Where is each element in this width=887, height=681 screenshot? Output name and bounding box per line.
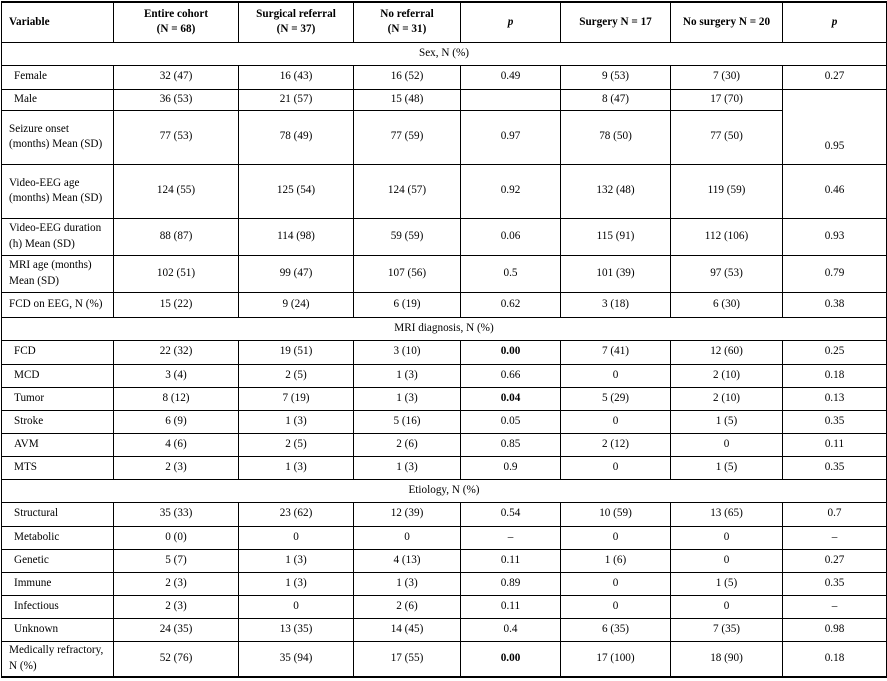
table-row bbox=[2, 65, 887, 89]
cell-value: 8 (12) bbox=[114, 387, 239, 410]
cell-value: 1 (3) bbox=[239, 456, 354, 479]
cell-value: 0.97 bbox=[461, 110, 561, 164]
cell-value: 0.11 bbox=[783, 433, 887, 456]
cell-value: 0.98 bbox=[783, 618, 887, 641]
cell-value: 119 (59) bbox=[671, 164, 783, 218]
row-label: Female bbox=[2, 65, 114, 89]
header-variable: Variable bbox=[2, 2, 114, 42]
cell-value: 0.04 bbox=[461, 387, 561, 410]
table-row bbox=[2, 89, 887, 110]
cell-value: 0.89 bbox=[461, 572, 561, 595]
cell-value: 2 (5) bbox=[239, 364, 354, 387]
cell-value: 22 (32) bbox=[114, 340, 239, 364]
cell-value: 6 (19) bbox=[354, 292, 461, 317]
row-label: Male bbox=[2, 89, 114, 110]
cell-value: 77 (53) bbox=[114, 110, 239, 164]
cell-value: 101 (39) bbox=[561, 255, 671, 292]
cell-value: 23 (62) bbox=[239, 502, 354, 526]
table-row bbox=[2, 387, 887, 410]
row-label: Genetic bbox=[2, 549, 114, 572]
cell-value: 5 (16) bbox=[354, 410, 461, 433]
cell-value: – bbox=[783, 595, 887, 618]
table-row bbox=[2, 340, 887, 364]
cell-value: 4 (13) bbox=[354, 549, 461, 572]
cell-value: 9 (24) bbox=[239, 292, 354, 317]
cell-value: 112 (106) bbox=[671, 218, 783, 255]
cell-value: 0.06 bbox=[461, 218, 561, 255]
section-row-etiology bbox=[2, 479, 887, 502]
row-label: Seizure onset (months) Mean (SD) bbox=[2, 110, 114, 164]
cell-value: 0 bbox=[561, 410, 671, 433]
cell-value: 0 bbox=[561, 572, 671, 595]
cell-value: 4 (6) bbox=[114, 433, 239, 456]
row-label: Unknown bbox=[2, 618, 114, 641]
cell-value: 0.95 bbox=[783, 89, 887, 164]
cell-value: 7 (35) bbox=[671, 618, 783, 641]
cell-value: 9 (53) bbox=[561, 65, 671, 89]
cell-value: 0 bbox=[239, 595, 354, 618]
table-row bbox=[2, 641, 887, 677]
cell-value: 3 (4) bbox=[114, 364, 239, 387]
cell-value: 7 (30) bbox=[671, 65, 783, 89]
cell-value: 0.9 bbox=[461, 456, 561, 479]
table-row bbox=[2, 572, 887, 595]
table-row bbox=[2, 292, 887, 317]
cell-value: 88 (87) bbox=[114, 218, 239, 255]
cell-value: 1 (3) bbox=[354, 387, 461, 410]
cell-value: 77 (59) bbox=[354, 110, 461, 164]
cell-value: 102 (51) bbox=[114, 255, 239, 292]
cell-value: 115 (91) bbox=[561, 218, 671, 255]
cell-value: 125 (54) bbox=[239, 164, 354, 218]
header-surgical-referral: Surgical referral (N = 37) bbox=[239, 2, 354, 42]
cell-value: 0.4 bbox=[461, 618, 561, 641]
cell-value: 0.05 bbox=[461, 410, 561, 433]
cell-value: 0.5 bbox=[461, 255, 561, 292]
header-entire-cohort: Entire cohort (N = 68) bbox=[114, 2, 239, 42]
header-p: p bbox=[461, 2, 561, 42]
row-label: Stroke bbox=[2, 410, 114, 433]
table-row bbox=[2, 110, 887, 164]
cell-value: 5 (7) bbox=[114, 549, 239, 572]
table-row bbox=[2, 549, 887, 572]
cell-value: 97 (53) bbox=[671, 255, 783, 292]
cell-value: 0.27 bbox=[783, 549, 887, 572]
cell-value: 59 (59) bbox=[354, 218, 461, 255]
cell-value: 3 (10) bbox=[354, 340, 461, 364]
table-row bbox=[2, 618, 887, 641]
cell-value: 1 (3) bbox=[239, 410, 354, 433]
cell-value: 0.27 bbox=[783, 65, 887, 89]
table-row bbox=[2, 410, 887, 433]
section-sex: Sex, N (%) bbox=[2, 42, 887, 65]
cell-value: 124 (57) bbox=[354, 164, 461, 218]
cell-value: 7 (41) bbox=[561, 340, 671, 364]
table-row bbox=[2, 456, 887, 479]
cell-value: – bbox=[783, 526, 887, 549]
cell-value: 0 bbox=[561, 526, 671, 549]
cell-value: 0.00 bbox=[461, 641, 561, 677]
cell-value: 24 (35) bbox=[114, 618, 239, 641]
cell-value: 0.46 bbox=[783, 164, 887, 218]
cell-value: 17 (55) bbox=[354, 641, 461, 677]
cell-value: 0.66 bbox=[461, 364, 561, 387]
header-row bbox=[2, 2, 887, 42]
cell-value: 0.49 bbox=[461, 65, 561, 89]
cell-value: 124 (55) bbox=[114, 164, 239, 218]
cell-value: 1 (3) bbox=[239, 549, 354, 572]
row-label: Infectious bbox=[2, 595, 114, 618]
cell-value: 0 bbox=[239, 526, 354, 549]
row-label: MTS bbox=[2, 456, 114, 479]
cell-value: 6 (35) bbox=[561, 618, 671, 641]
row-label: Immune bbox=[2, 572, 114, 595]
table-row bbox=[2, 502, 887, 526]
cell-value: 6 (9) bbox=[114, 410, 239, 433]
cell-value bbox=[461, 89, 561, 110]
cell-value: 0 bbox=[671, 549, 783, 572]
cell-value: 17 (70) bbox=[671, 89, 783, 110]
table-row bbox=[2, 164, 887, 218]
cell-value: 10 (59) bbox=[561, 502, 671, 526]
table-row bbox=[2, 255, 887, 292]
cell-value: 2 (10) bbox=[671, 364, 783, 387]
cell-value: 0 bbox=[671, 526, 783, 549]
section-etiology: Etiology, N (%) bbox=[2, 479, 887, 502]
cell-value: 52 (76) bbox=[114, 641, 239, 677]
cell-value: 132 (48) bbox=[561, 164, 671, 218]
cell-value: 21 (57) bbox=[239, 89, 354, 110]
cell-value: 7 (19) bbox=[239, 387, 354, 410]
header-no-referral: No referral (N = 31) bbox=[354, 2, 461, 42]
row-label: Tumor bbox=[2, 387, 114, 410]
row-label: Structural bbox=[2, 502, 114, 526]
cell-value: 2 (5) bbox=[239, 433, 354, 456]
cell-value: 12 (39) bbox=[354, 502, 461, 526]
cell-value: 0 (0) bbox=[114, 526, 239, 549]
cell-value: 1 (3) bbox=[354, 456, 461, 479]
cell-value: 2 (3) bbox=[114, 572, 239, 595]
cell-value: 0.92 bbox=[461, 164, 561, 218]
table-row bbox=[2, 433, 887, 456]
cell-value: 16 (43) bbox=[239, 65, 354, 89]
cell-value: 2 (6) bbox=[354, 595, 461, 618]
cell-value: 0 bbox=[354, 526, 461, 549]
cell-value: 17 (100) bbox=[561, 641, 671, 677]
cell-value: 1 (5) bbox=[671, 572, 783, 595]
cell-value: 1 (3) bbox=[354, 572, 461, 595]
cell-value: 2 (12) bbox=[561, 433, 671, 456]
cell-value: 0.11 bbox=[461, 549, 561, 572]
cell-value: 0 bbox=[561, 595, 671, 618]
table-row bbox=[2, 526, 887, 549]
cell-value: 0 bbox=[671, 433, 783, 456]
cell-value: 0.00 bbox=[461, 340, 561, 364]
cell-value: 0.35 bbox=[783, 572, 887, 595]
cell-value: 114 (98) bbox=[239, 218, 354, 255]
cell-value: – bbox=[461, 526, 561, 549]
row-label: AVM bbox=[2, 433, 114, 456]
results-table bbox=[1, 1, 887, 678]
table-row bbox=[2, 595, 887, 618]
cell-value: 1 (3) bbox=[239, 572, 354, 595]
header-no-surgery: No surgery N = 20 bbox=[671, 2, 783, 42]
cell-value: 1 (5) bbox=[671, 456, 783, 479]
table-row bbox=[2, 364, 887, 387]
row-label: Medically refractory, N (%) bbox=[2, 641, 114, 677]
row-label: FCD on EEG, N (%) bbox=[2, 292, 114, 317]
cell-value: 0.54 bbox=[461, 502, 561, 526]
cell-value: 0.35 bbox=[783, 410, 887, 433]
cell-value: 0.13 bbox=[783, 387, 887, 410]
cell-value: 32 (47) bbox=[114, 65, 239, 89]
cell-value: 78 (50) bbox=[561, 110, 671, 164]
cell-value: 13 (35) bbox=[239, 618, 354, 641]
cell-value: 0.18 bbox=[783, 641, 887, 677]
cell-value: 5 (29) bbox=[561, 387, 671, 410]
cell-value: 0.7 bbox=[783, 502, 887, 526]
cell-value: 78 (49) bbox=[239, 110, 354, 164]
cell-value: 2 (3) bbox=[114, 456, 239, 479]
cell-value: 8 (47) bbox=[561, 89, 671, 110]
cell-value: 0.38 bbox=[783, 292, 887, 317]
cell-value: 99 (47) bbox=[239, 255, 354, 292]
cell-value: 1 (5) bbox=[671, 410, 783, 433]
cell-value: 0.35 bbox=[783, 456, 887, 479]
cell-value: 14 (45) bbox=[354, 618, 461, 641]
cell-value: 15 (48) bbox=[354, 89, 461, 110]
cell-value: 0.85 bbox=[461, 433, 561, 456]
cell-value: 0 bbox=[561, 456, 671, 479]
cell-value: 18 (90) bbox=[671, 641, 783, 677]
cell-value: 36 (53) bbox=[114, 89, 239, 110]
section-row-sex bbox=[2, 42, 887, 65]
cell-value: 15 (22) bbox=[114, 292, 239, 317]
cell-value: 0.93 bbox=[783, 218, 887, 255]
cell-value: 19 (51) bbox=[239, 340, 354, 364]
cell-value: 12 (60) bbox=[671, 340, 783, 364]
cell-value: 3 (18) bbox=[561, 292, 671, 317]
row-label: Video-EEG duration (h) Mean (SD) bbox=[2, 218, 114, 255]
cell-value: 107 (56) bbox=[354, 255, 461, 292]
cell-value: 16 (52) bbox=[354, 65, 461, 89]
cell-value: 0 bbox=[561, 364, 671, 387]
row-label: Metabolic bbox=[2, 526, 114, 549]
cell-value: 0.62 bbox=[461, 292, 561, 317]
cell-value: 35 (33) bbox=[114, 502, 239, 526]
section-row-mri bbox=[2, 317, 887, 340]
cell-value: 2 (10) bbox=[671, 387, 783, 410]
row-label: FCD bbox=[2, 340, 114, 364]
row-label: MRI age (months) Mean (SD) bbox=[2, 255, 114, 292]
cell-value: 13 (65) bbox=[671, 502, 783, 526]
cell-value: 77 (50) bbox=[671, 110, 783, 164]
cell-value: 0.25 bbox=[783, 340, 887, 364]
row-label: Video-EEG age (months) Mean (SD) bbox=[2, 164, 114, 218]
cell-value: 6 (30) bbox=[671, 292, 783, 317]
cell-value: 0.18 bbox=[783, 364, 887, 387]
row-label: MCD bbox=[2, 364, 114, 387]
cell-value: 35 (94) bbox=[239, 641, 354, 677]
header-p-2: p bbox=[783, 2, 887, 42]
cell-value: 0.79 bbox=[783, 255, 887, 292]
header-surgery: Surgery N = 17 bbox=[561, 2, 671, 42]
table-row bbox=[2, 218, 887, 255]
cell-value: 1 (3) bbox=[354, 364, 461, 387]
cell-value: 2 (3) bbox=[114, 595, 239, 618]
cell-value: 0 bbox=[671, 595, 783, 618]
cell-value: 1 (6) bbox=[561, 549, 671, 572]
cell-value: 2 (6) bbox=[354, 433, 461, 456]
section-mri: MRI diagnosis, N (%) bbox=[2, 317, 887, 340]
cell-value: 0.11 bbox=[461, 595, 561, 618]
